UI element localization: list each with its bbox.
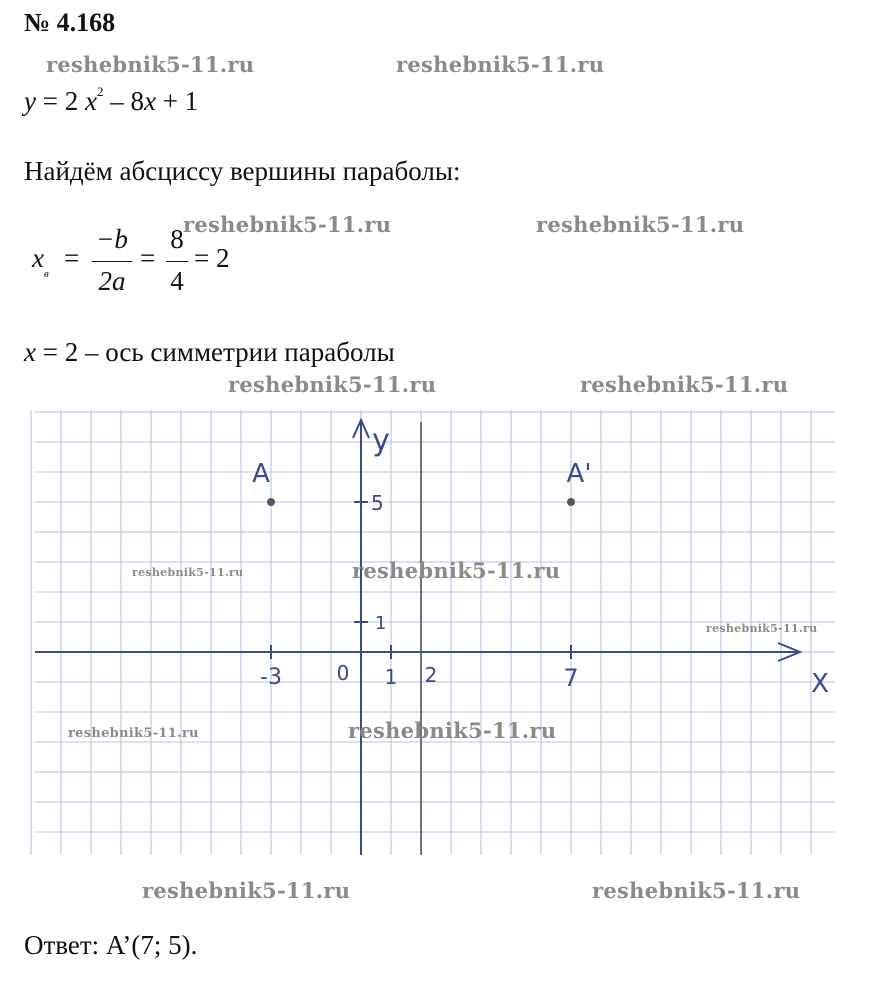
label-x-axis: X <box>811 669 829 699</box>
graph-canvas <box>30 400 840 870</box>
point-a <box>267 498 275 506</box>
label-x-1: 1 <box>384 665 398 689</box>
watermark: reshebnik5-11.ru <box>536 212 745 237</box>
watermark: reshebnik5-11.ru <box>348 718 557 743</box>
problem-number: № 4.168 <box>24 8 116 37</box>
point-a-prime <box>567 498 575 506</box>
label-point-a: A <box>252 459 270 489</box>
label-point-a-prime: A' <box>566 459 592 489</box>
watermark: reshebnik5-11.ru <box>352 558 561 583</box>
watermark: reshebnik5-11.ru <box>46 52 255 77</box>
label-x-neg3: -3 <box>260 665 282 690</box>
label-y-1: 1 <box>375 613 387 634</box>
watermark: reshebnik5-11.ru <box>706 622 818 635</box>
watermark: reshebnik5-11.ru <box>580 372 789 397</box>
watermark: reshebnik5-11.ru <box>396 52 605 77</box>
watermark: reshebnik5-11.ru <box>142 878 351 903</box>
find-vertex-text: Найдём абсциссу вершины параболы: <box>24 156 461 186</box>
answer: Ответ: A’(7; 5). <box>24 930 198 960</box>
label-x-2: 2 <box>424 663 438 687</box>
coordinate-graph <box>30 400 840 870</box>
watermark: reshebnik5-11.ru <box>183 212 392 237</box>
watermark: reshebnik5-11.ru <box>132 566 244 579</box>
equation: y = 2 $x^2 - 8x + 1$ <box>24 84 199 116</box>
watermark: reshebnik5-11.ru <box>592 878 801 903</box>
label-y-5: 5 <box>371 491 384 515</box>
label-origin: 0 <box>336 661 350 685</box>
watermark: reshebnik5-11.ru <box>228 372 437 397</box>
label-y-axis: y <box>372 423 390 458</box>
symmetry-axis-text: x = 2 – ось симметрии параболы <box>24 337 395 367</box>
axes <box>35 420 800 855</box>
watermark: reshebnik5-11.ru <box>68 726 199 741</box>
label-x-7: 7 <box>563 664 579 692</box>
